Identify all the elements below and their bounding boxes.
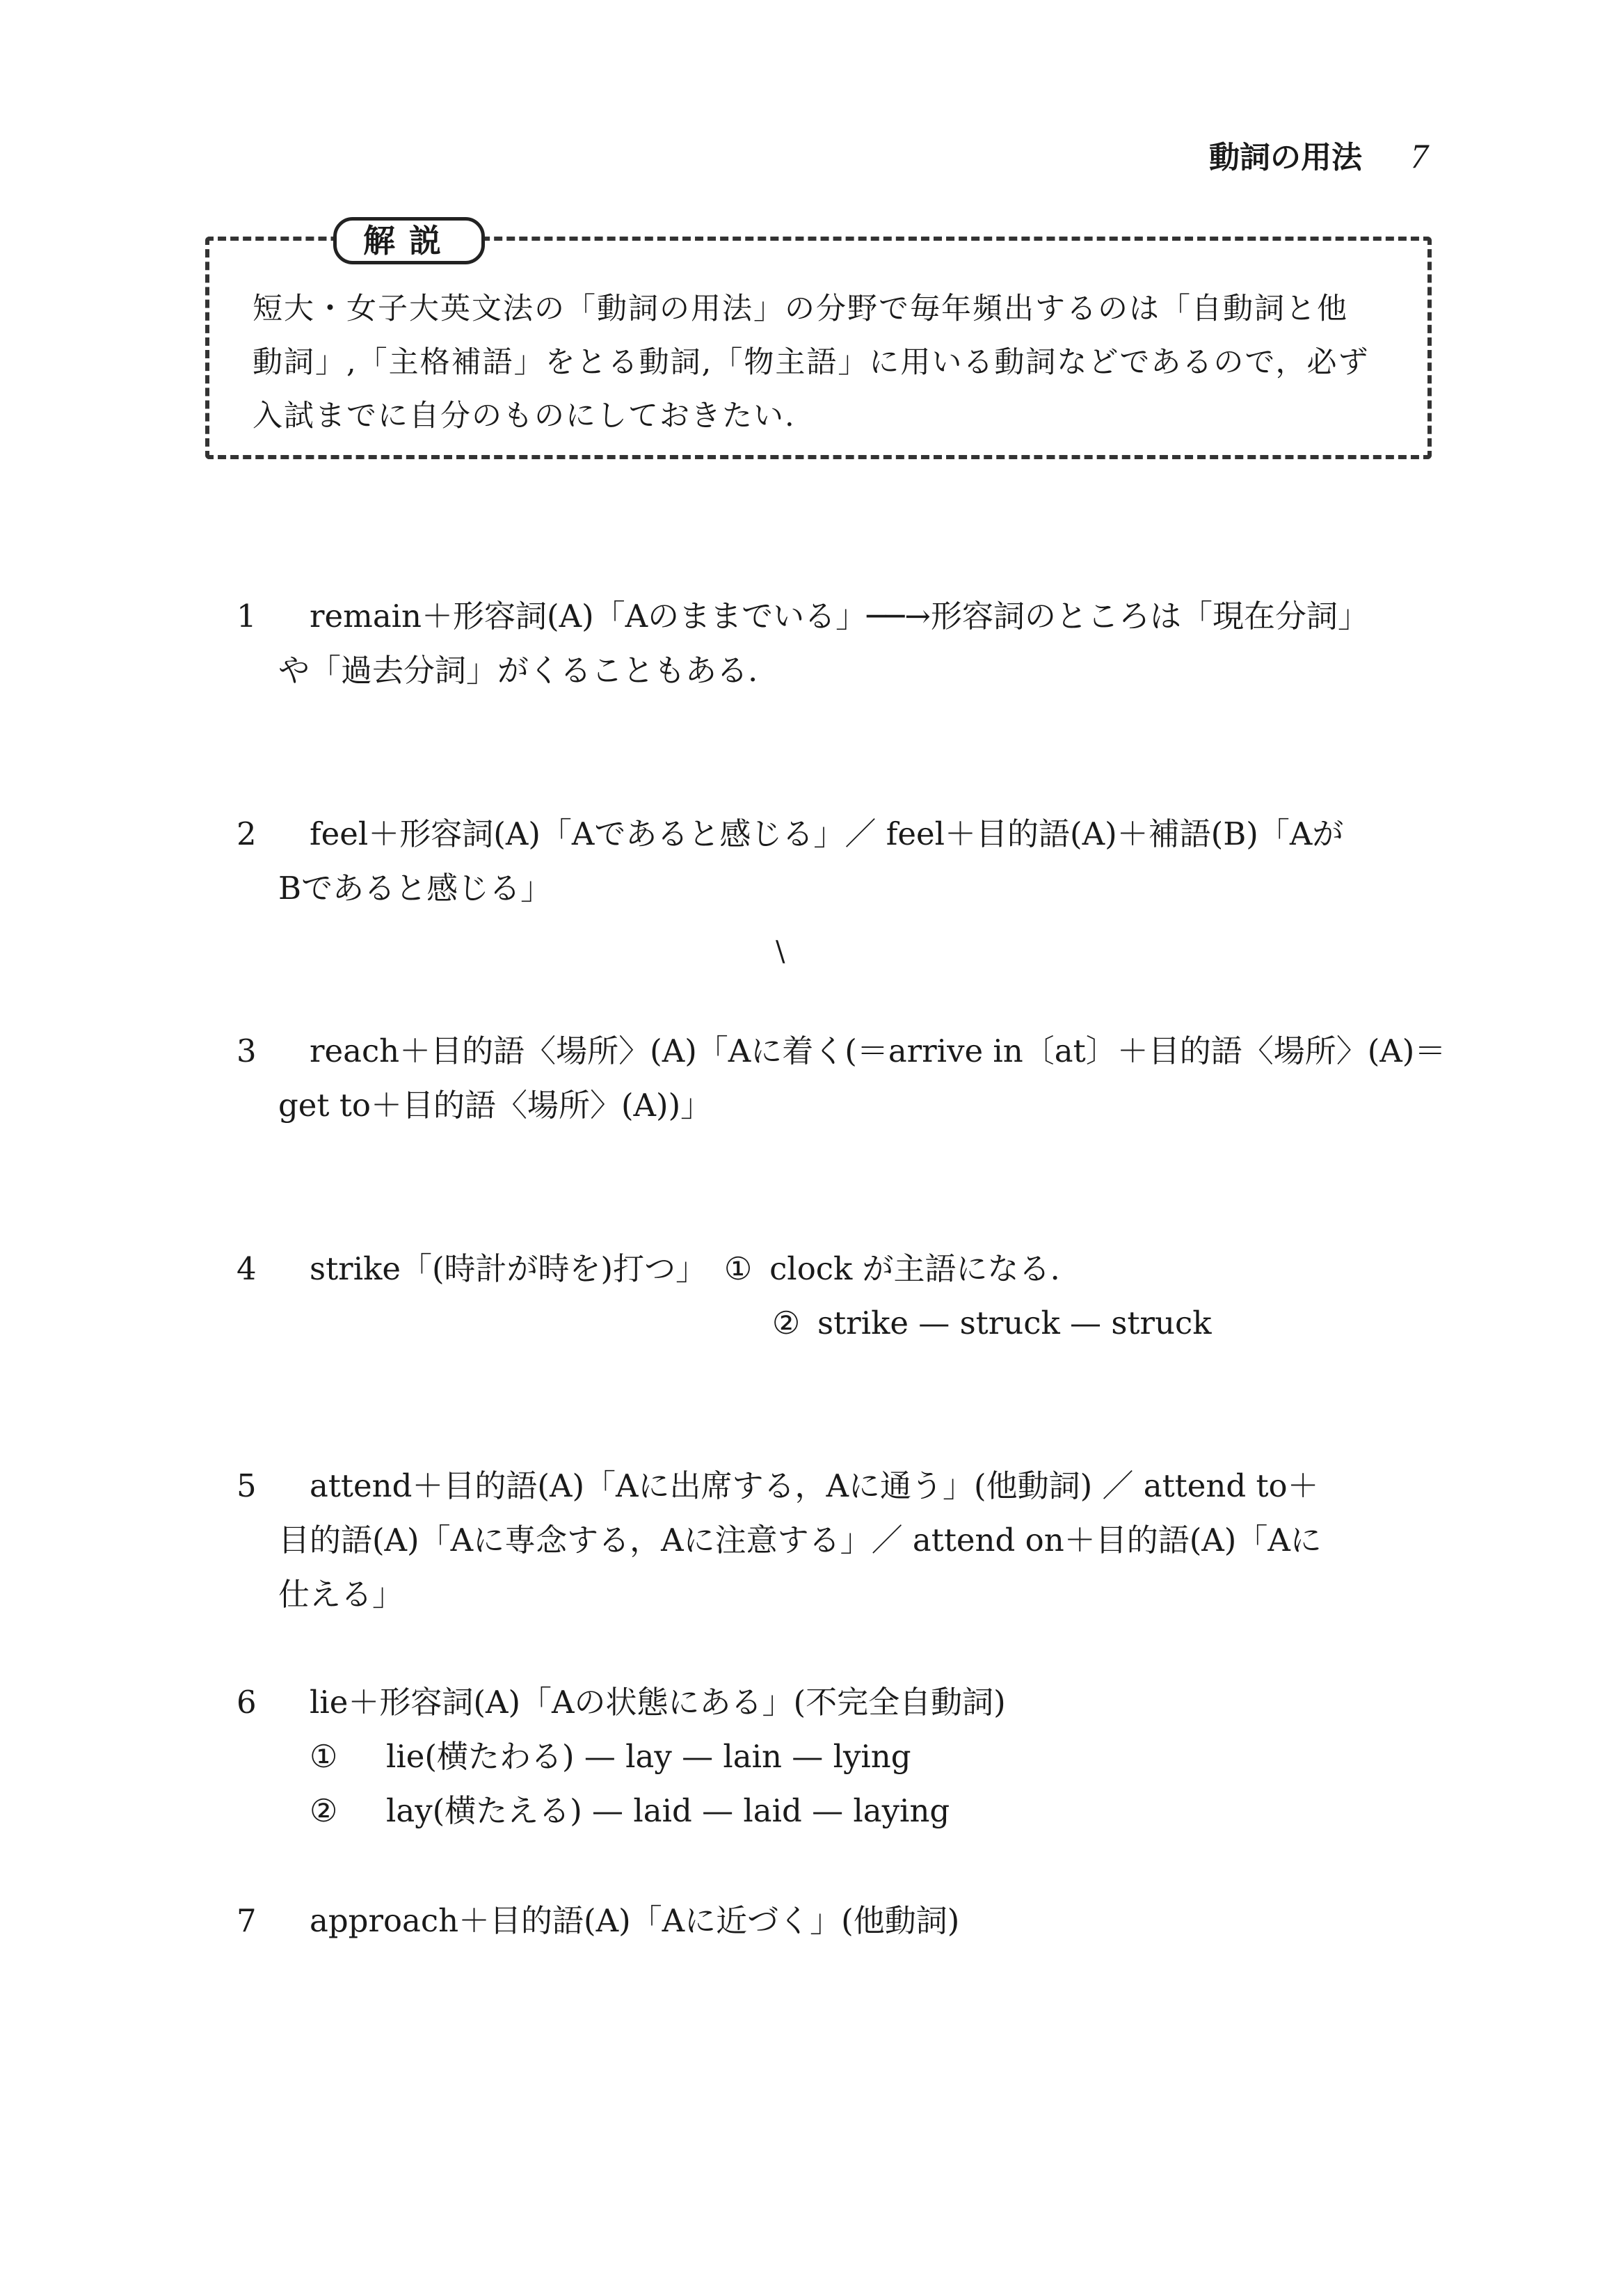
item-number: 5 (237, 1467, 257, 1504)
circled-number: ② (310, 1792, 338, 1829)
item-number: 2 (237, 815, 257, 852)
explanation-item-2 (237, 807, 1461, 916)
explanation-item-5 (237, 1459, 1461, 1622)
kaisetsu-line: 入試までに自分のものにしておきたい. (253, 399, 796, 433)
explanation-item-1 (237, 589, 1461, 698)
item-line: 仕える」 (278, 1576, 404, 1613)
circled-number: ② (771, 1305, 801, 1341)
item-line (237, 1242, 1461, 1296)
item-line: get to＋目的語〈場所〉(A))」 (278, 1087, 712, 1124)
circled-number: ① (723, 1250, 753, 1287)
page-header (1209, 132, 1428, 177)
kaisetsu-label: 解説 (333, 217, 485, 264)
item-line: lie＋形容詞(A)「Aの状態にある」(不完全自動詞) (310, 1684, 1006, 1721)
item-line: approach＋目的語(A)「Aに近づく」(他動詞) (310, 1902, 960, 1939)
explanation-item-7 (237, 1894, 1461, 1948)
kaisetsu-line: 動詞」,「主格補語」をとる動詞,「物主語」に用いる動詞などであるので，必ず (253, 345, 1370, 380)
explanation-item-6 (237, 1675, 1461, 1838)
page-number: 7 (1411, 136, 1428, 175)
sub-text: lay(横たえる) — laid — laid — laying (386, 1792, 950, 1829)
item-number: 4 (237, 1250, 257, 1287)
item-line: Bであると感じる」 (278, 870, 552, 907)
sub-text: lie(横たわる) — lay — lain — lying (386, 1738, 911, 1775)
item-line (237, 1730, 1461, 1784)
kaisetsu-box (205, 222, 1432, 459)
item-line: や「過去分詞」がくることもある. (278, 652, 758, 689)
item-line: remain＋形容詞(A)「Aのままでいる」──→形容詞のところは「現在分詞」 (310, 598, 1370, 635)
item-line: reach＋目的語〈場所〉(A)「Aに着く(＝arrive in〔at〕＋目的語〈場所〉(A)＝ (310, 1033, 1446, 1069)
item-line: attend＋目的語(A)「Aに出席する，Aに通う」(他動詞) ／ attend to＋ (310, 1467, 1319, 1504)
item-line: feel＋形容詞(A)「Aであると感じる」／ feel＋目的語(A)＋補語(B)「Aが (310, 815, 1344, 852)
item-line: 目的語(A)「Aに専念する，Aに注意する」／ attend on＋目的語(A)「Aに (278, 1522, 1322, 1558)
kaisetsu-line: 短大・女子大英文法の「動詞の用法」の分野で毎年頻出するのは「自動詞と他 (253, 292, 1348, 326)
item-number: 3 (237, 1033, 257, 1069)
sub-text: strike — struck — struck (817, 1305, 1212, 1341)
item-text: strike「(時計が時を)打つ」 (310, 1250, 707, 1287)
item-line (237, 1296, 1461, 1350)
kaisetsu-text (253, 282, 1389, 443)
sub-text: clock が主語になる. (769, 1250, 1060, 1287)
chapter-title: 動詞の用法 (1209, 140, 1362, 175)
stray-mark: \ (776, 936, 785, 968)
item-line (237, 1784, 1461, 1838)
explanation-item-3 (237, 1024, 1461, 1133)
item-number: 1 (237, 598, 257, 635)
explanation-item-4 (237, 1242, 1461, 1350)
item-number: 7 (237, 1902, 257, 1939)
circled-number: ① (310, 1738, 338, 1775)
item-number: 6 (237, 1684, 257, 1721)
